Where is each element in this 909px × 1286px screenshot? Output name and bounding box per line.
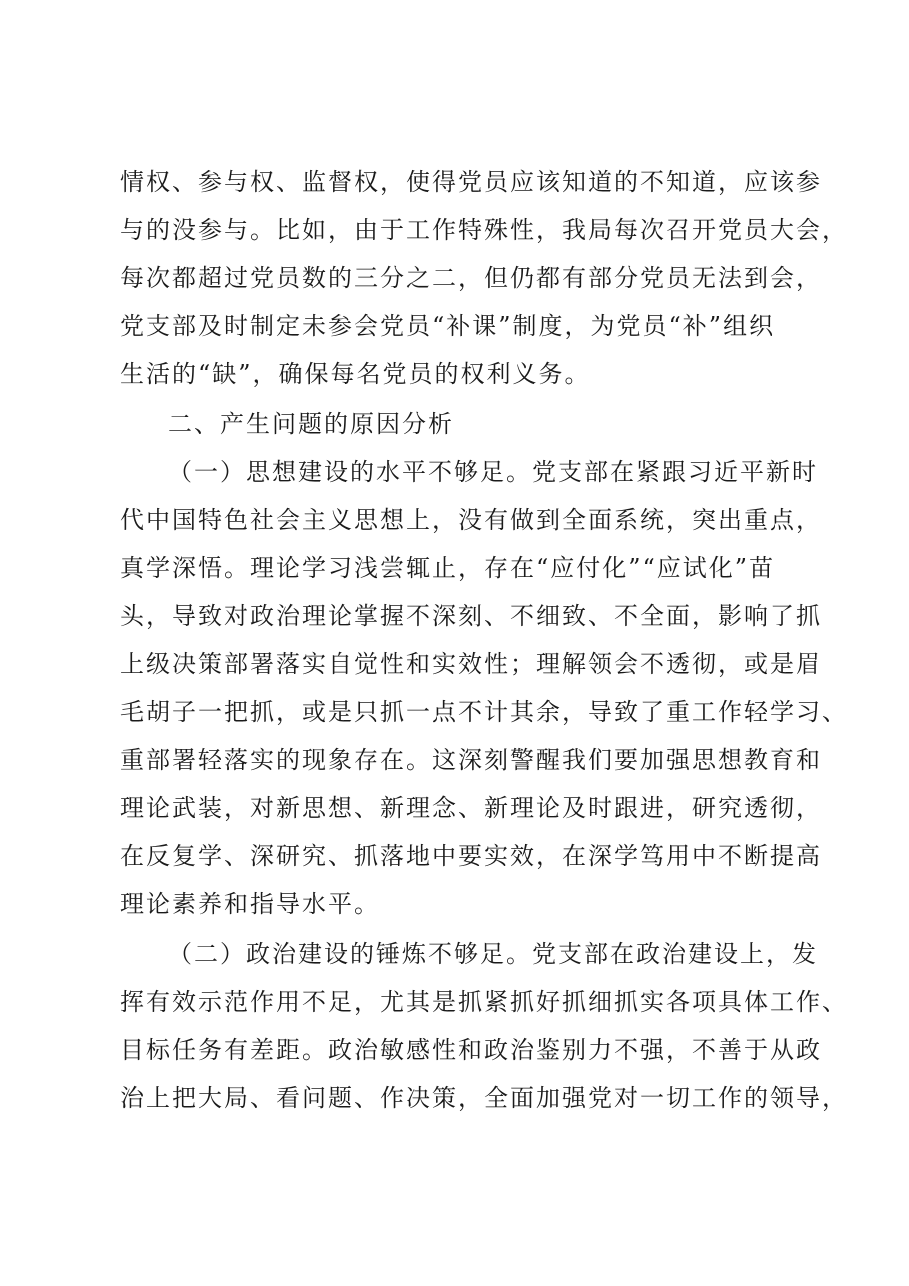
- text-line: 头，导致对政治理论掌握不深刻、不细致、不全面，影响了抓: [120, 602, 822, 630]
- text-line: 真学深悟。理论学习浅尝辄止，存在“应付化”“应试化”苗: [120, 554, 776, 582]
- text-line: 重部署轻落实的现象存在。这深刻警醒我们要加强思想教育和: [120, 746, 822, 774]
- text-line: 理论素养和指导水平。: [120, 890, 380, 918]
- text-line: 生活的“缺”，确保每名党员的权利义务。: [120, 360, 591, 388]
- text-line: 每次都超过党员数的三分之二，但仍都有部分党员无法到会，: [120, 264, 822, 292]
- text-line: 理论武装，对新思想、新理念、新理论及时跟进，研究透彻，: [120, 794, 822, 822]
- text-line: 党支部及时制定未参会党员“补课”制度，为党员“补”组织: [120, 312, 776, 340]
- document-body: [120, 158, 848, 1122]
- text-line: 上级决策部署落实自觉性和实效性；理解领会不透彻，或是眉: [120, 650, 822, 678]
- text-line: 在反复学、深研究、抓落地中要实效，在深学笃用中不断提高: [120, 842, 822, 870]
- section-heading: 二、产生问题的原因分析: [168, 410, 454, 438]
- text-line: 毛胡子一把抓，或是只抓一点不计其余，导致了重工作轻学习、: [120, 698, 848, 726]
- text-line: 挥有效示范作用不足，尤其是抓紧抓好抓细抓实各项具体工作、: [120, 988, 848, 1016]
- text-line: 治上把大局、看问题、作决策，全面加强党对一切工作的领导，: [120, 1084, 848, 1112]
- text-line: 与的没参与。比如，由于工作特殊性，我局每次召开党员大会，: [120, 216, 848, 244]
- text-line: 代中国特色社会主义思想上，没有做到全面系统，突出重点，: [120, 506, 822, 534]
- text-line: 目标任务有差距。政治敏感性和政治鉴别力不强，不善于从政: [120, 1036, 822, 1064]
- paragraph-start: （二）政治建设的锤炼不够足。党支部在政治建设上，发: [168, 940, 818, 968]
- paragraph-start: （一）思想建设的水平不够足。党支部在紧跟习近平新时: [168, 458, 818, 486]
- text-line: 情权、参与权、监督权，使得党员应该知道的不知道，应该参: [120, 168, 822, 196]
